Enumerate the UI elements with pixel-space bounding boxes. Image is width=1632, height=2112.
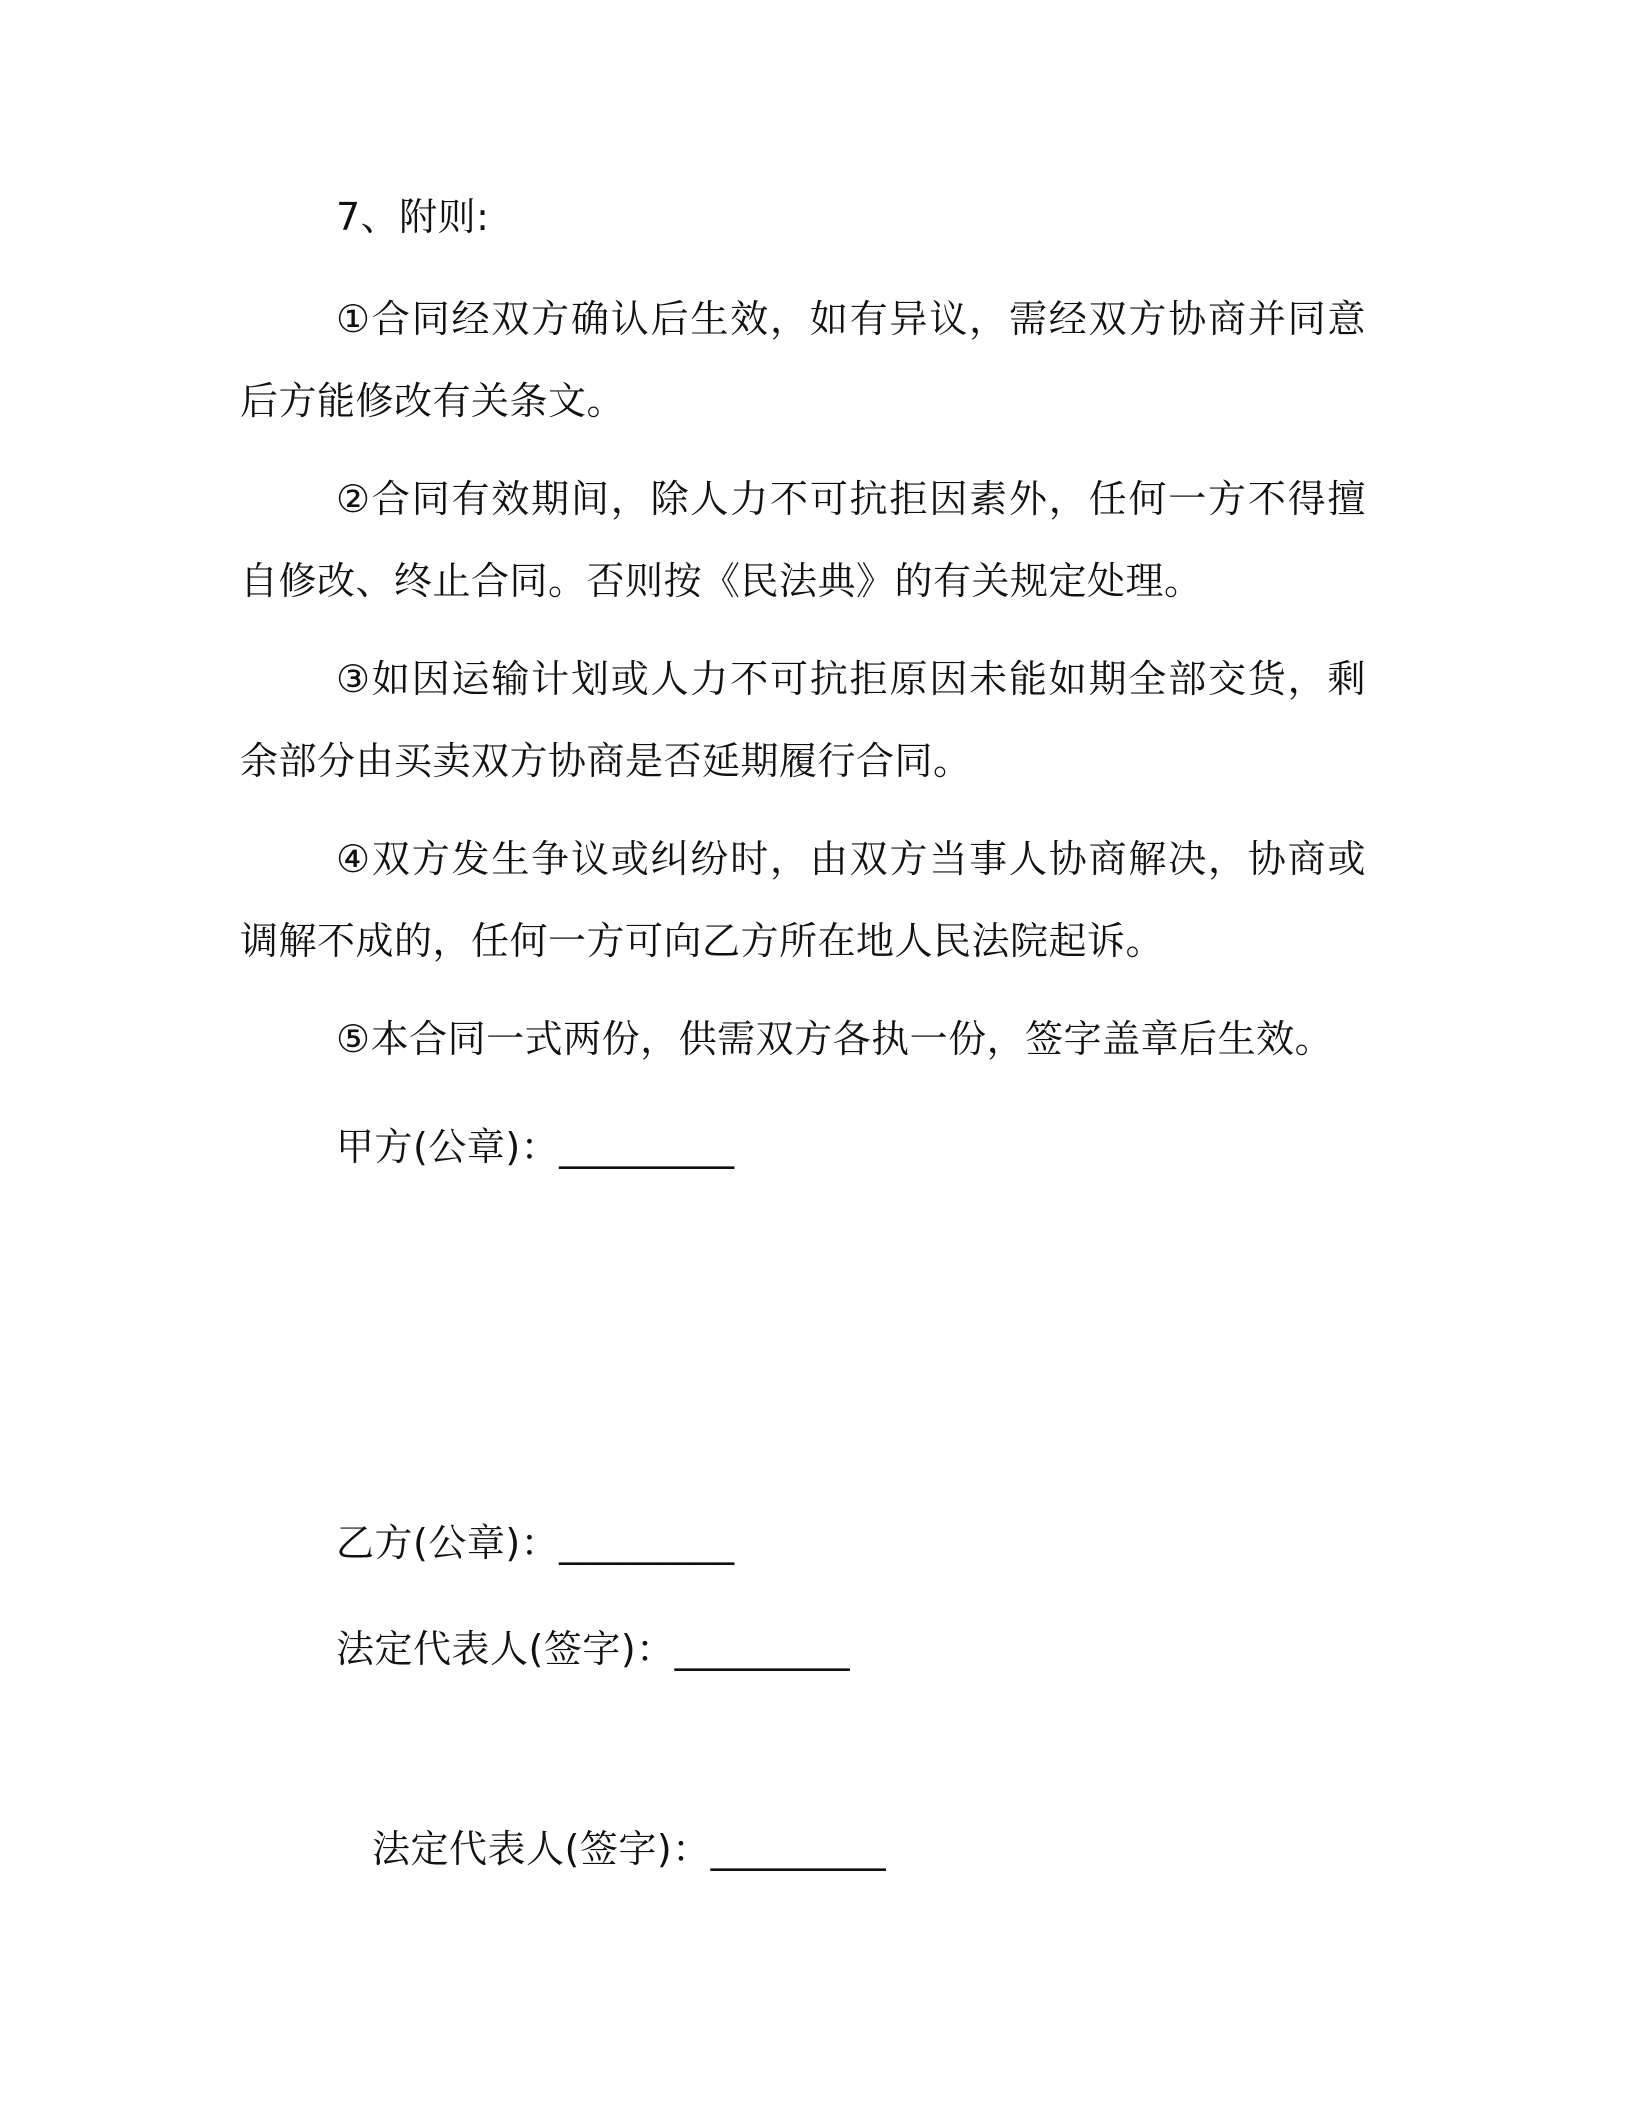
party-b-seal-line: 乙方(公章)：_________: [336, 1521, 735, 1565]
section-heading: 7、附则:: [336, 195, 490, 239]
legal-representative-signature-line-2: 法定代表人(签字)：_________: [372, 1827, 887, 1871]
clause-3: ③如因运输计划或人力不可抗拒原因未能如期全部交货，剩余部分由买卖双方协商是否延期履行合同。: [240, 657, 1366, 783]
clause-2: ②合同有效期间，除人力不可抗拒因素外，任何一方不得擅自修改、终止合同。否则按《民法典》的有关规定处理。: [240, 477, 1366, 603]
legal-representative-signature-line: 法定代表人(签字)：_________: [336, 1627, 851, 1671]
clause-4: ④双方发生争议或纠纷时，由双方当事人协商解决，协商或调解不成的，任何一方可向乙方所在地人民法院起诉。: [240, 837, 1366, 963]
clause-1: ①合同经双方确认后生效，如有异议，需经双方协商并同意后方能修改有关条文。: [240, 297, 1366, 423]
clause-5: ⑤本合同一式两份，供需双方各执一份，签字盖章后生效。: [336, 1017, 1334, 1061]
party-a-seal-line: 甲方(公章)：_________: [336, 1125, 735, 1169]
